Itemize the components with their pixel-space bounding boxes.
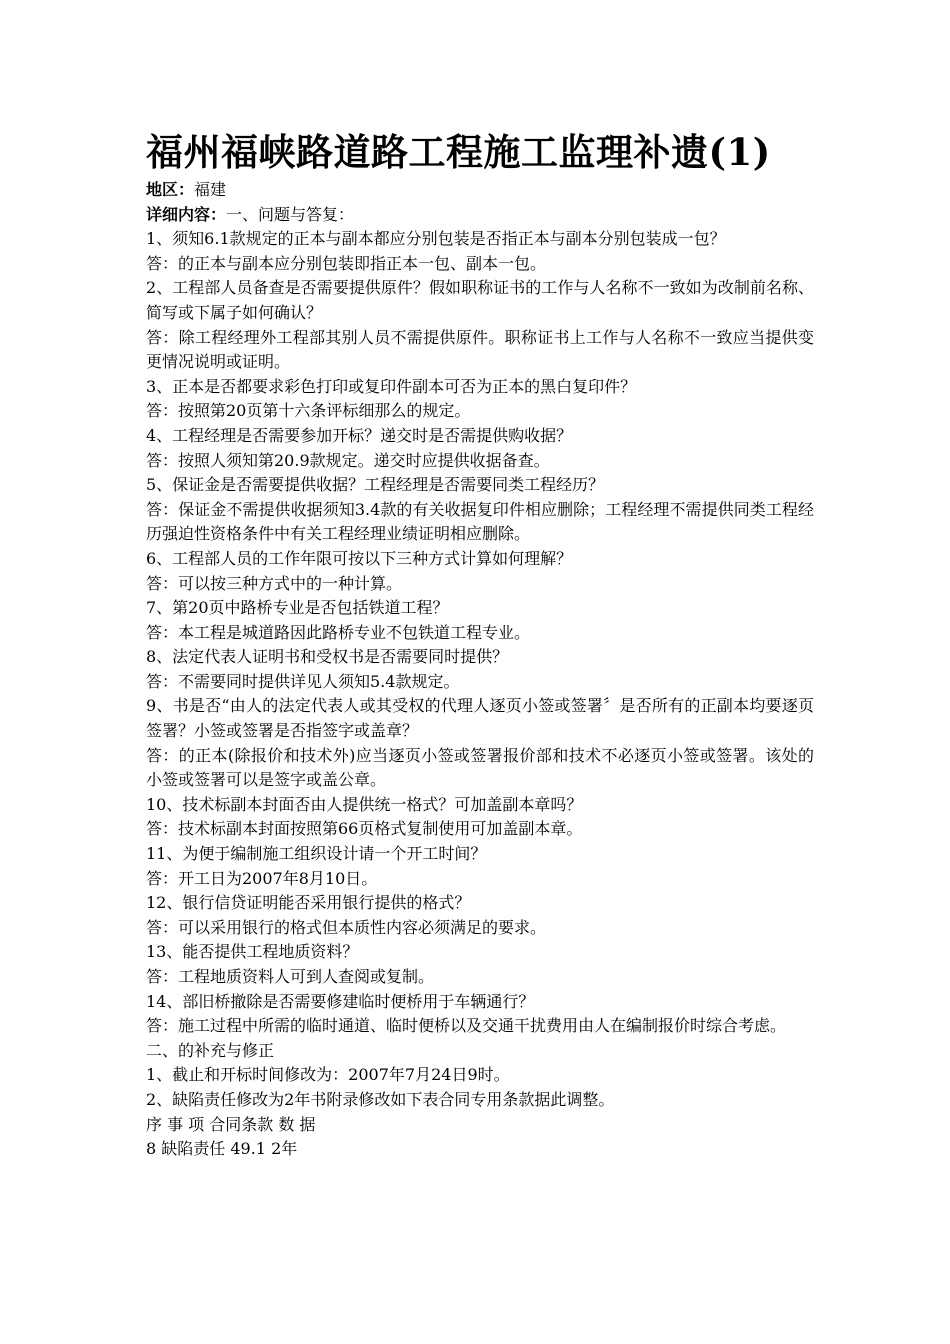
body-paragraph: 2、缺陷责任修改为2年书附录修改如下表合同专用条款据此调整。	[146, 1089, 615, 1109]
body-paragraph: 答：不需要同时提供详见人须知5.4款规定。	[146, 671, 460, 691]
body-paragraph: 8 缺陷责任 49.1 2年	[146, 1139, 298, 1159]
body-paragraph: 答：开工日为2007年8月10日。	[146, 868, 378, 888]
body-paragraph: 答：按照第20页第十六条评标细那么的规定。	[146, 401, 471, 421]
body-paragraph: 答：保证金不需提供收据须知3.4款的有关收据复印件相应删除；工程经理不需提供同类工程经历强迫性资格条件中有关工程经理业绩证明相应删除。	[146, 499, 814, 544]
region-line	[146, 178, 814, 203]
body-paragraph: 3、正本是否都要求彩色打印或复印件副本可否为正本的黑白复印件？	[146, 376, 637, 396]
body-paragraph: 答：可以采用银行的格式但本质性内容必须满足的要求。	[146, 917, 547, 937]
body-paragraph: 9、书是否“由人的法定代表人或其受权的代理人逐页小签或签署〞是否所有的正副本均要逐页签署？小签或签署是否指签字或盖章？	[146, 696, 814, 741]
body-paragraph: 答：技术标副本封面按照第66页格式复制使用可加盖副本章。	[146, 819, 583, 839]
detail-line	[146, 203, 814, 228]
document-title: 福州福峡路道路工程施工监理补遗(1)	[146, 130, 771, 174]
body-paragraph: 14、部旧桥撤除是否需要修建临时便桥用于车辆通行？	[146, 991, 535, 1011]
body-paragraph: 1、须知6.1款规定的正本与副本都应分别包装是否指正本与副本分别包装成一包？	[146, 229, 726, 249]
body-paragraph: 2、工程部人员备查是否需要提供原件？假如职称证书的工作与人名称不一致如为改制前名称、简写或下属子如何确认？	[146, 278, 814, 322]
document-page	[146, 126, 814, 1162]
body-paragraph: 11、为便于编制施工组织设计请一个开工时间？	[146, 844, 487, 864]
body-paragraph: 4、工程经理是否需要参加开标？递交时是否需提供购收据？	[146, 425, 573, 445]
body-paragraph: 答：可以按三种方式中的一种计算。	[146, 573, 403, 593]
body-paragraph: 8、法定代表人证明书和受权书是否需要同时提供？	[146, 647, 509, 667]
body-paragraph: 答：除工程经理外工程部其别人员不需提供原件。职称证书上工作与人名称不一致应当提供变更情况说明或证明。	[146, 327, 814, 372]
detail-value: 一、问题与答复：	[226, 204, 355, 224]
body-paragraph: 1、截止和开标时间修改为：2007年7月24日9时。	[146, 1065, 510, 1085]
body-paragraph: 序 事 项 合同条款 数 据	[146, 1114, 316, 1134]
region-label: 地区：	[146, 180, 195, 199]
body-paragraph: 6、工程部人员的工作年限可按以下三种方式计算如何理解？	[146, 548, 573, 568]
body-paragraph: 7、第20页中路桥专业是否包括铁道工程？	[146, 598, 449, 618]
body-paragraph: 答：的正本(除报价和技术外)应当逐页小签或签署报价部和技术不必逐页小签或签署。该处的小签或签署可以是签字或盖公章。	[146, 745, 814, 790]
body-paragraph: 答：的正本与副本应分别包装即指正本一包、副本一包。	[146, 253, 547, 273]
body-paragraph: 5、保证金是否需要提供收据？工程经理是否需要同类工程经历？	[146, 475, 605, 495]
body-paragraph: 答：本工程是城道路因此路桥专业不包铁道工程专业。	[146, 622, 531, 642]
body-paragraph: 13、能否提供工程地质资料？	[146, 942, 359, 962]
body-paragraph: 二、的补充与修正	[146, 1040, 275, 1060]
body-paragraph: 答：按照人须知第20.9款规定。递交时应提供收据备查。	[146, 450, 550, 470]
body-paragraph: 10、技术标副本封面否由人提供统一格式？可加盖副本章吗？	[146, 794, 583, 814]
body-paragraph: 12、银行信贷证明能否采用银行提供的格式？	[146, 893, 471, 913]
body-paragraph: 答：工程地质资料人可到人查阅或复制。	[146, 967, 435, 986]
body-paragraph: 答：施工过程中所需的临时通道、临时便桥以及交通干扰费用由人在编制报价时综合考虑。	[146, 1016, 787, 1036]
document-body	[146, 227, 814, 1162]
detail-label: 详细内容：	[146, 204, 227, 224]
region-value: 福建	[194, 180, 227, 199]
